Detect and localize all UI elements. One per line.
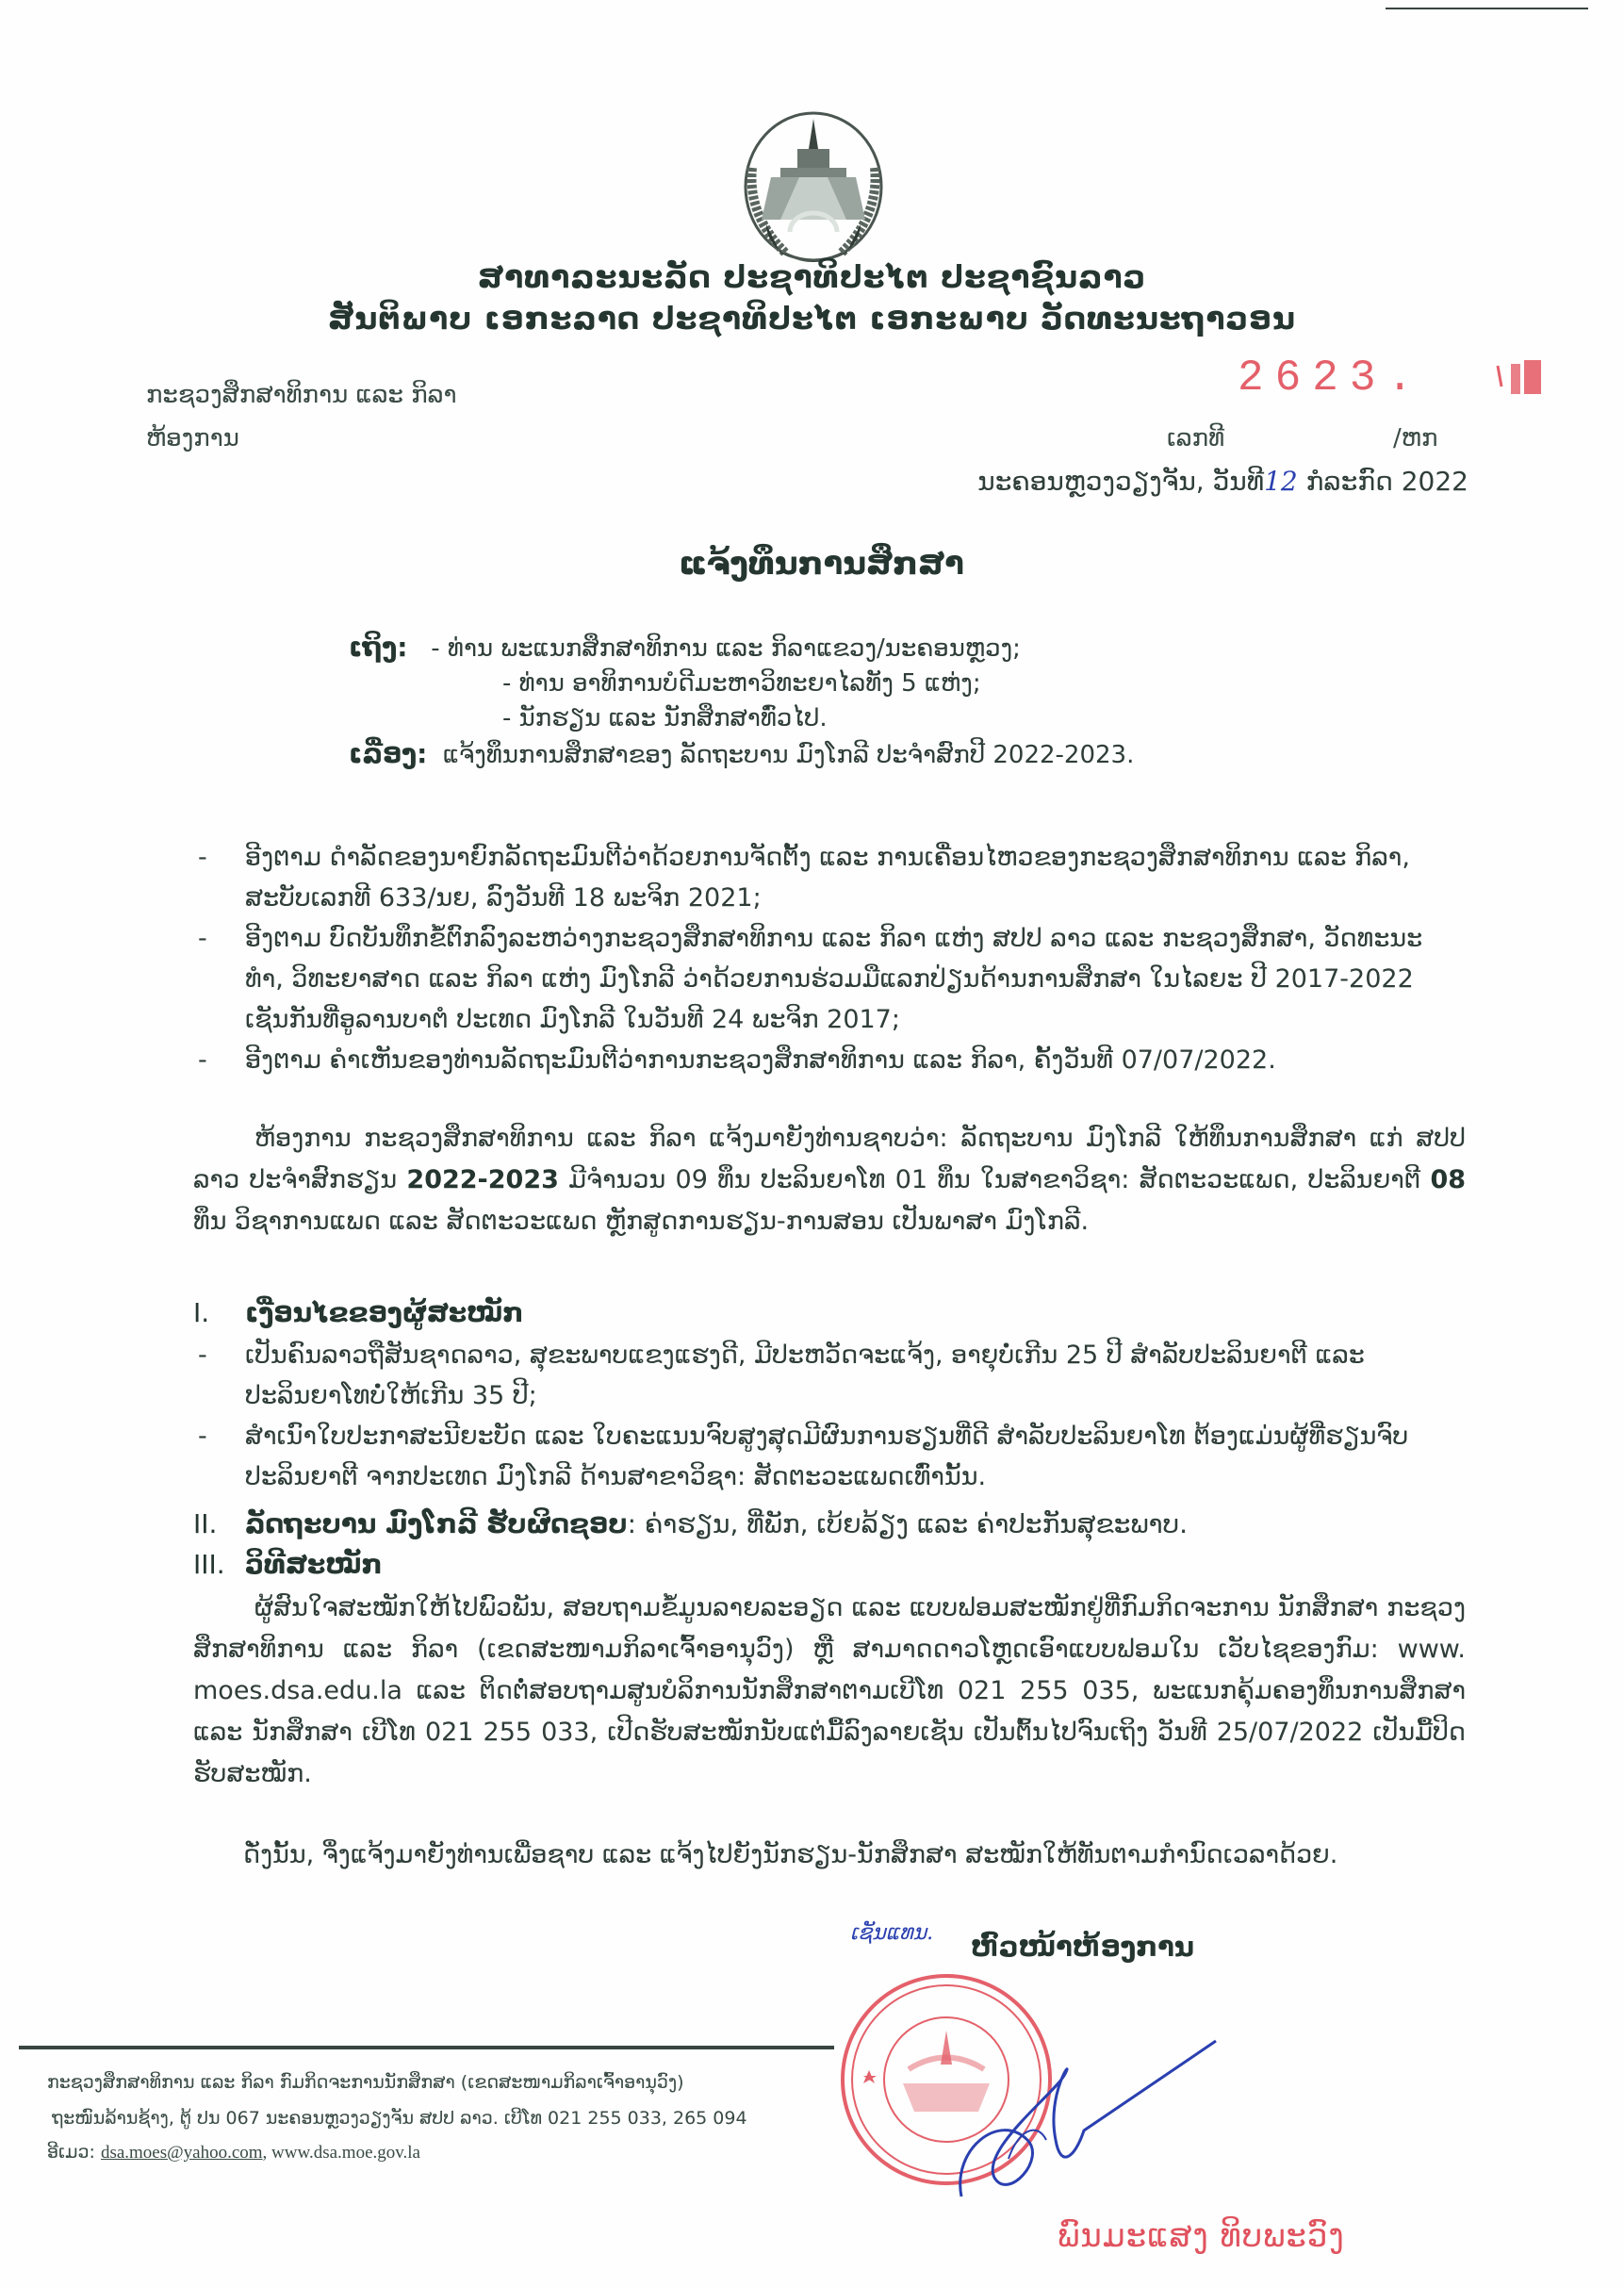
document-title: ແຈ້ງທຶນການສຶກສາ bbox=[679, 545, 964, 583]
stamp-mark-icon bbox=[1494, 358, 1543, 400]
office-name: ຫ້ອງການ bbox=[146, 424, 239, 452]
date-day-handwritten: 12 bbox=[1264, 466, 1298, 497]
recipient-item: - ທ່ານ ອາທິການບໍດີມະຫາວິທະຍາໄລທັງ 5 ແຫ່ງ; bbox=[502, 669, 981, 698]
reference-item: - ອີງຕາມ ຄໍາເຫັນຂອງທ່ານລັດຖະມົນຕີວ່າການກະຊວງສຶກສາທິການ ແລະ ກິລາ, ຄັ້ງວັນທີ 07/07/2022. bbox=[193, 1040, 1461, 1080]
reference-stamp-number: 2623. bbox=[1238, 354, 1425, 403]
reference-number-label: ເລກທີ bbox=[1167, 424, 1225, 452]
date-suffix: ກໍລະກົດ 2022 bbox=[1305, 466, 1468, 497]
section-number: I. bbox=[193, 1297, 210, 1328]
eligibility-item: - ເປັນຄົນລາວຖືສັນຊາດລາວ, ສຸຂະພາບແຂງແຮງດີ, ມີປະຫວັດຈະແຈ້ງ, ອາຍຸບໍ່ເກີນ 25 ປີ ສໍາລັບປະລິນຍາຕີ ແລະ ປະລິນຍາໂທບໍ່ໃຫ້ເກີນ 35 ປີ; bbox=[193, 1335, 1461, 1416]
section-number: III. bbox=[193, 1549, 225, 1580]
intro-text: ຫ້ອງການ ກະຊວງສຶກສາທິການ ແລະ ກິລາ ແຈ້ງມາຍັງທ່ານຊາບວ່າ: ລັດຖະບານ ມົງໂກລີ ໃຫ້ທຶນການສຶກສາ ແກ່ ສປປ ລາວ ປະຈໍາສົກຮຽນ bbox=[193, 1124, 1466, 1194]
subject-text: ແຈ້ງທຶນການສຶກສາຂອງ ລັດຖະບານ ມົງໂກລີ ປະຈໍາສົກປີ 2022-2023. bbox=[442, 741, 1135, 769]
section-number: II. bbox=[193, 1508, 218, 1539]
email-label: ອີເມວ: bbox=[47, 2142, 95, 2163]
intro-text: ທຶນ ວິຊາການແພດ ແລະ ສັດຕະວະແພດ ຫຼັກສູດການຮຽນ-ການສອນ ເປັນພາສາ ມົງໂກລີ. bbox=[193, 1207, 1090, 1236]
email-link[interactable]: dsa.moes@yahoo.com bbox=[100, 2143, 263, 2163]
footer-address: ຖະໜົນລ້ານຊ້າງ, ຕູ້ ປນ 067 ນະຄອນຫຼວງວຽງຈັນ ສປປ ລາວ. ເບີໂທ 021 255 033, 265 094 bbox=[52, 2108, 747, 2129]
references-list bbox=[193, 837, 1461, 1080]
recipient-item: - ນັກຮຽນ ແລະ ນັກສຶກສາທົ່ວໄປ. bbox=[502, 704, 828, 732]
intro-text: ມີຈໍານວນ 09 ທຶນ ປະລິນຍາໂທ 01 ທຶນ ໃນສາຂາວິຊາ: ສັດຕະວະແພດ, ປະລິນຍາຕີ bbox=[558, 1165, 1431, 1194]
bachelor-count: 08 bbox=[1430, 1165, 1467, 1194]
reference-item: - ອີງຕາມ ດໍາລັດຂອງນາຍົກລັດຖະມົນຕີວ່າດ້ວຍການຈັດຕັ້ງ ແລະ ການເຄື່ອນໄຫວຂອງກະຊວງສຶກສາທິການ ແລະ ກິລາ, ສະບັບເລກທີ 633/ນຍ, ລົງວັນທີ 18 ພະຈິກ 2021; bbox=[193, 837, 1461, 918]
footer-contact bbox=[47, 2142, 420, 2164]
lao-national-emblem-icon bbox=[733, 111, 894, 267]
section-title: ລັດຖະບານ ມົງໂກລີ ຮັບຜິດຊອບ bbox=[245, 1508, 628, 1539]
footer-divider bbox=[19, 2046, 834, 2049]
section-1-heading bbox=[193, 1297, 523, 1328]
footer-department: ກະຊວງສຶກສາທິການ ແລະ ກິລາ ກົມກິດຈະການນັກສຶກສາ (ເຂດສະໜາມກິລາເຈົ້າອານຸວົງ) bbox=[47, 2072, 684, 2093]
closing-statement: ດັ່ງນັ້ນ, ຈຶ່ງແຈ້ງມາຍັງທ່ານເພື່ອຊາບ ແລະ ແຈ້ງໄປຍັງນັກຮຽນ-ນັກສຶກສາ ສະໝັກໃຫ້ທັນຕາມກໍານົດເວລາດ້ວຍ. bbox=[243, 1840, 1338, 1869]
date-prefix: ນະຄອນຫຼວງວຽງຈັນ, ວັນທີ bbox=[977, 466, 1265, 497]
eligibility-list bbox=[193, 1335, 1461, 1497]
reference-item: - ອີງຕາມ ບົດບັນທຶກຂໍ້ຕົກລົງລະຫວ່າງກະຊວງສຶກສາທິການ ແລະ ກິລາ ແຫ່ງ ສປປ ລາວ ແລະ ກະຊວງສຶກສາ, ວັດທະນະທໍາ, ວິທະຍາສາດ ແລະ ກິລາ ແຫ່ງ ມົງໂກລີ ວ່າດ້ວຍການຮ່ວມມືແລກປ່ຽນດ້ານການສຶກສາ ໃນໄລຍະ ປີ 2017-2022 ເຊັນກັນທີ່ອູລານບາຕໍ ປະເທດ ມົງໂກລີ ໃນວັນທີ 24 ພະຈິກ 2017; bbox=[193, 918, 1461, 1040]
subject-label: ເລື່ອງ: bbox=[349, 738, 428, 769]
section-3-heading bbox=[193, 1549, 383, 1580]
to-label: ເຖິງ: bbox=[349, 632, 408, 663]
recipient-item: - ທ່ານ ພະແນກສຶກສາທິການ ແລະ ກິລາແຂວງ/ນະຄອນຫຼວງ; bbox=[431, 634, 1021, 663]
signatory-title: ຫົວໜ້າຫ້ອງການ bbox=[971, 1931, 1194, 1963]
ministry-name: ກະຊວງສຶກສາທິການ ແລະ ກິລາ bbox=[146, 381, 457, 409]
national-title-line-1: ສາທາລະນະລັດ ປະຊາທິປະໄຕ ປະຊາຊົນລາວ bbox=[477, 258, 1147, 295]
recipients-block bbox=[349, 630, 1134, 773]
coverage-text: : ຄ່າຮຽນ, ທີ່ພັກ, ເບ້ຍລ້ຽງ ແລະ ຄ່າປະກັນສຸຂະພາບ. bbox=[627, 1508, 1189, 1539]
national-title-line-2: ສັນຕິພາບ ເອກະລາດ ປະຊາທິປະໄຕ ເອກະພາບ ວັດທະນະຖາວອນ bbox=[327, 300, 1297, 337]
reference-number-suffix: /ຫກ bbox=[1393, 424, 1438, 452]
handwritten-on-behalf-note: ເຊັນແທນ. bbox=[850, 1921, 934, 1945]
signer-name: ພົນມະແສງ ທິບພະວົງ bbox=[1058, 2217, 1345, 2255]
application-paragraph: ຜູ້ສົນໃຈສະໝັກໃຫ້ໄປພົວພັນ, ສອບຖາມຂໍ້ມູນລາຍລະອຽດ ແລະ ແບບຟອມສະໝັກຢູ່ທີ່ກົມກິດຈະການ ນັກສຶກສາ ກະຊວງສຶກສາທິການ ແລະ ກິລາ (ເຂດສະໜາມກິລາເຈົ້າອານຸວົງ) ຫຼື ສາມາດດາວໂຫຼດເອົາແບບຟອມໃນ ເວັບໄຊຂອງກົມ: www. moes.dsa.edu.la ແລະ ຕິດຕໍ່ສອບຖາມສູນບໍລິການນັກສຶກສາຕາມເບີໂທ 021 255 035, ພະແນກຄຸ້ມຄອງທຶນການສຶກສາ ແລະ ນັກສຶກສາ ເບີໂທ 021 255 033, ເປີດຮັບສະໝັກນັບແຕ່ມື້ລົງລາຍເຊັນ ເປັນຕົ້ນໄປຈົນເຖິງ ວັນທີ 25/07/2022 ເປັນມື້ປິດຮັບສະໝັກ. bbox=[193, 1593, 1466, 1788]
handwritten-signature-icon bbox=[943, 2036, 1244, 2215]
intro-paragraph bbox=[193, 1118, 1466, 1242]
academic-year: 2022-2023 bbox=[406, 1165, 559, 1194]
section-2-heading bbox=[193, 1508, 1188, 1539]
top-corner-rule bbox=[1386, 8, 1588, 9]
issue-date bbox=[977, 466, 1468, 497]
website-link[interactable]: , www.dsa.moe.gov.la bbox=[262, 2143, 420, 2163]
section-title: ວິທີສະໝັກ bbox=[245, 1549, 383, 1580]
section-title: ເງື່ອນໄຂຂອງຜູ້ສະໝັກ bbox=[245, 1297, 524, 1328]
eligibility-item: - ສໍາເນົາໃບປະກາສະນີຍະບັດ ແລະ ໃບຄະແນນຈົບສູງສຸດມີຜົນການຮຽນທີ່ດີ ສໍາລັບປະລິນຍາໂທ ຕ້ອງແມ່ນຜູ້ທີ່ຮຽນຈົບປະລິນຍາຕີ ຈາກປະເທດ ມົງໂກລີ ດ້ານສາຂາວິຊາ: ສັດຕະວະແພດເທົ່ານັ້ນ. bbox=[193, 1416, 1461, 1497]
